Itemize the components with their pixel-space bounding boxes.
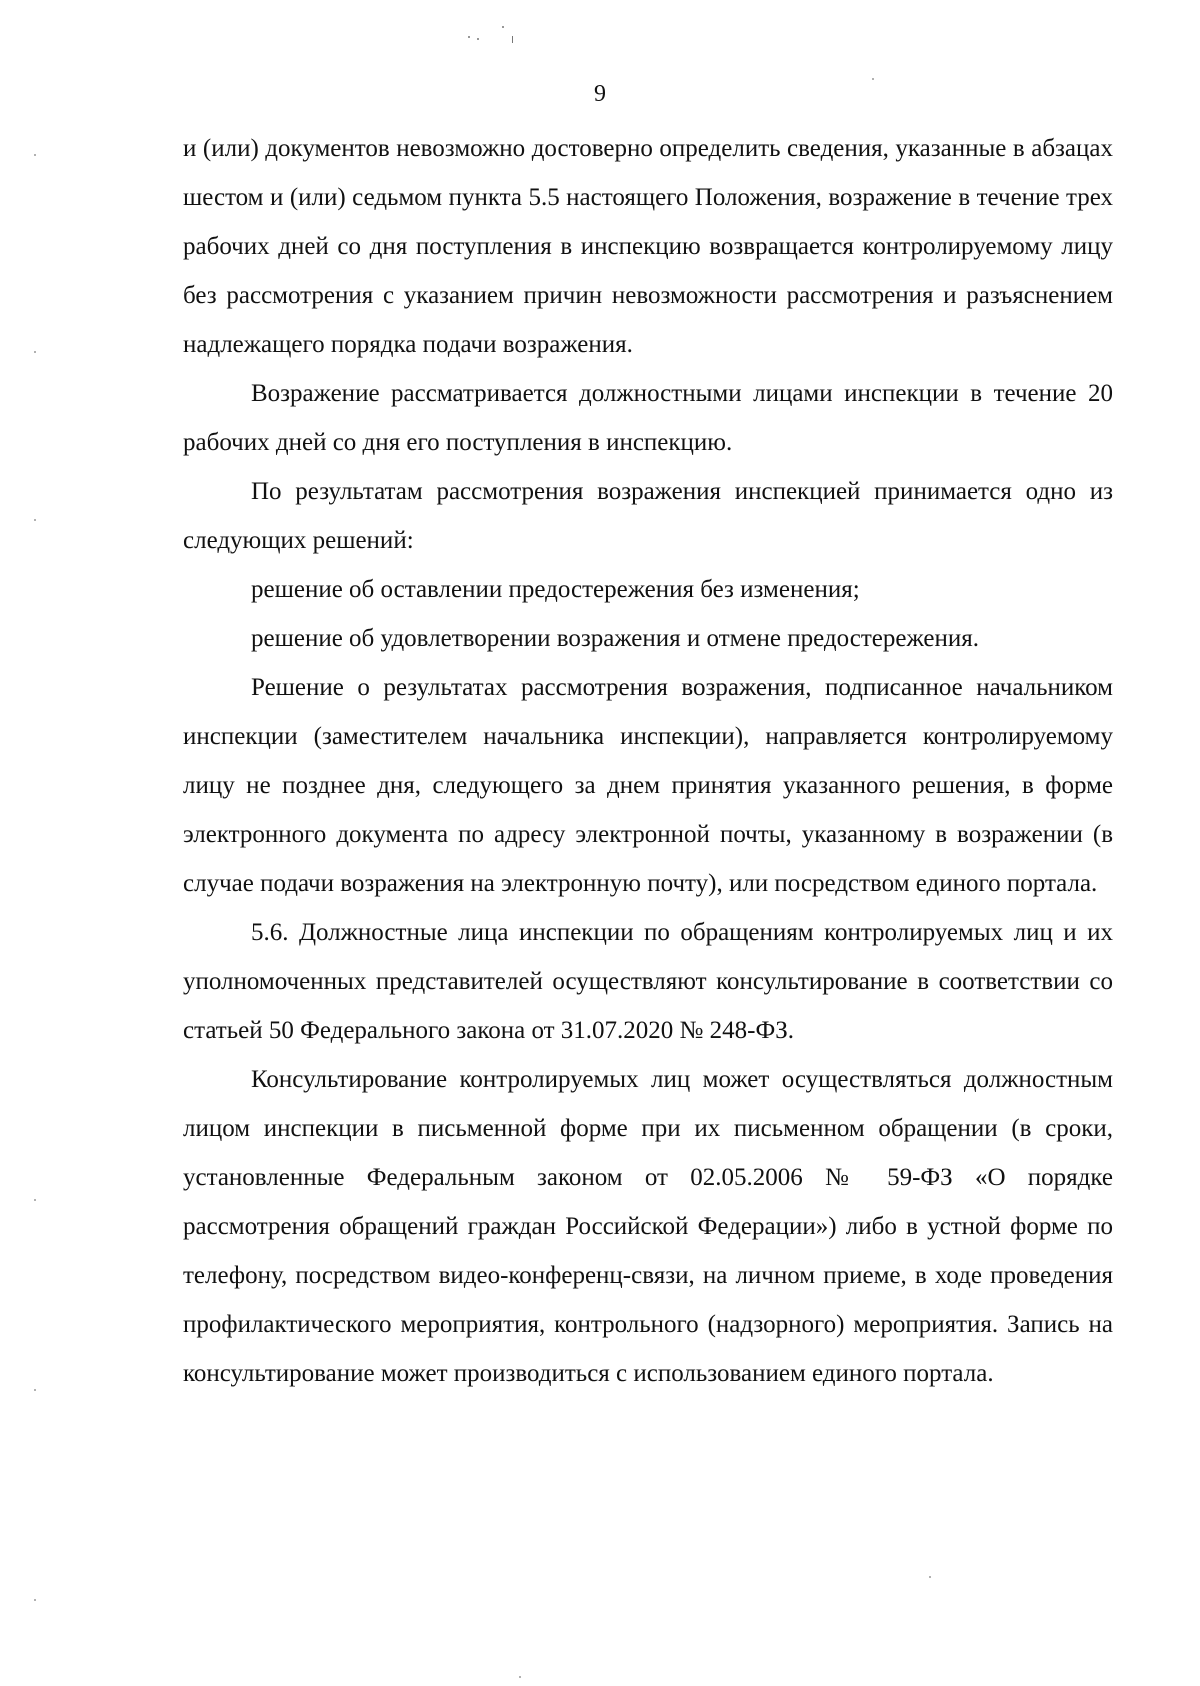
paragraph-review-period: Возражение рассматривается должностными лицами инспекции в течение 20 рабочих дней со дня его поступления в инспекцию. [183,380,1113,456]
document-body [183,124,1113,1398]
paragraph-continuation: и (или) документов невозможно достоверно определить сведения, указанные в абзацах шестом и (или) седьмом пункта 5.5 настоящего Положения, возражение в течение трех рабочих дней со дня поступления в инспекцию возвращается контролируемому лицу без рассмотрения с указанием причин невозможности рассмотрения и разъяснением надлежащего порядка подачи возражения. [183,135,1113,358]
paragraph-decision-delivery: Решение о результатах рассмотрения возражения, подписанное начальником инспекции (заместителем начальника инспекции), направляется контролируемому лицу не позднее дня, следующего за днем принятия указанного решения, в форме электронного документа по адресу электронной почты, указанному в возражении (в случае подачи возражения на электронную почту), или посредством единого портала. [183,674,1113,897]
page-number: 9 [594,81,606,107]
list-item-decision-2: решение об удовлетворении возражения и отмене предостережения. [251,625,980,652]
paragraph-review-results: По результатам рассмотрения возражения инспекцией принимается одно из следующих решений: [183,478,1113,554]
paragraph-section-5-6: 5.6. Должностные лица инспекции по обращениям контролируемых лиц и их уполномоченных представителей осуществляют консультирование в соответствии со статьей 50 Федерального закона от 31.07.2020 № 248-ФЗ. [183,919,1113,1044]
list-item-decision-1: решение об оставлении предостережения без изменения; [251,576,860,603]
paragraph-consulting: Консультирование контролируемых лиц может осуществляться должностным лицом инспекции в письменной форме при их письменном обращении (в сроки, установленные Федеральным законом от 02.05.2006 № 59-ФЗ «О порядке рассмотрения обращений граждан Российской Федерации») либо в устной форме по телефону, посредством видео-конференц-связи, на личном приеме, в ходе проведения профилактического мероприятия, контрольного (надзорного) мероприятия. Запись на консультирование может производиться с использованием единого портала. [183,1066,1113,1387]
